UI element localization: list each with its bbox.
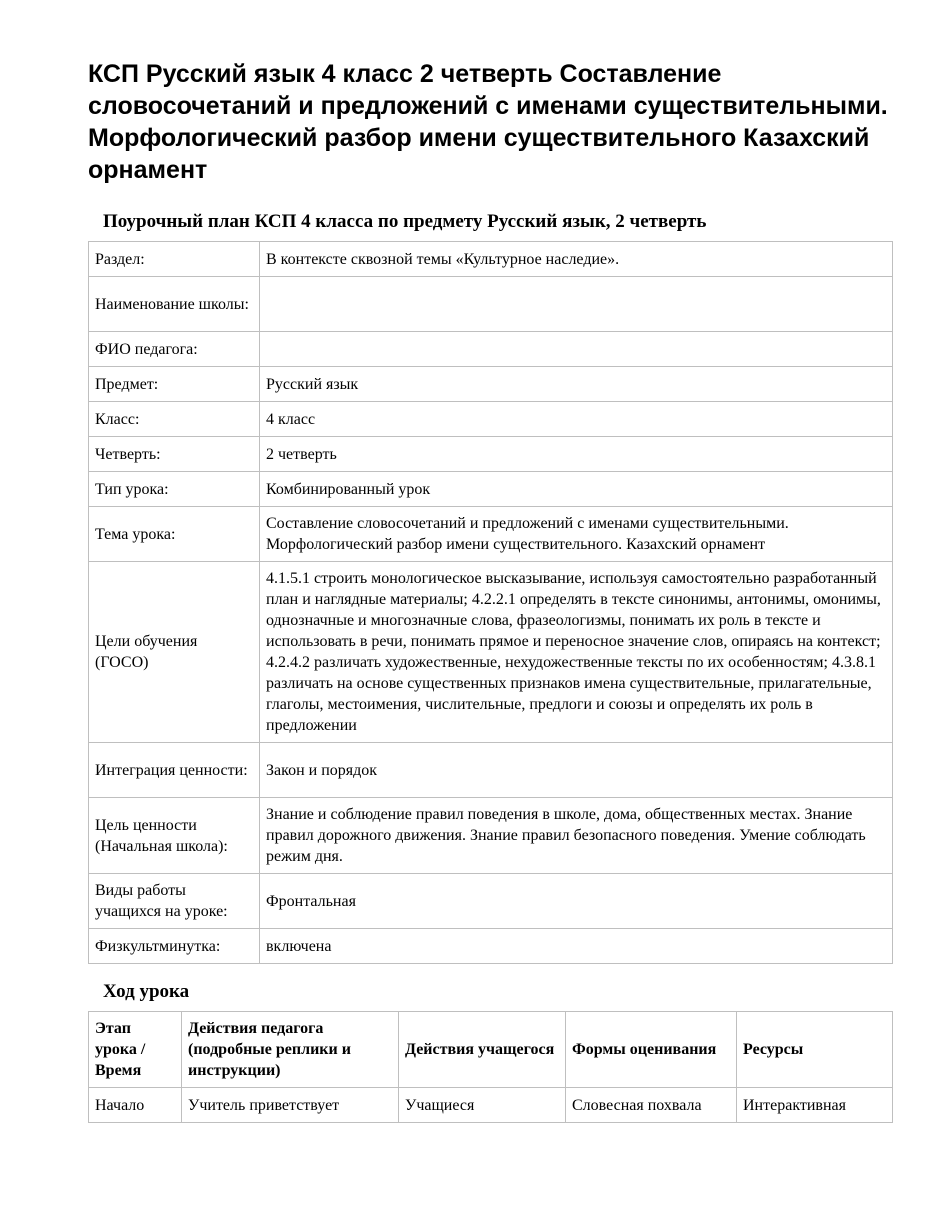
lesson-flow-table	[88, 1011, 893, 1123]
table-row	[89, 562, 893, 743]
table-row	[89, 402, 893, 437]
table-row	[89, 929, 893, 964]
info-value: 2 четверть	[260, 437, 893, 472]
info-label: Раздел:	[89, 242, 260, 277]
info-value: Русский язык	[260, 367, 893, 402]
info-label: ФИО педагога:	[89, 332, 260, 367]
info-label: Тип урока:	[89, 472, 260, 507]
info-label: Предмет:	[89, 367, 260, 402]
table-cell: Начало	[89, 1088, 182, 1123]
info-value: Составление словосочетаний и предложений с именами существительными. Морфологический разбор имени существительного. Казахский орнамент	[260, 507, 893, 562]
table-row	[89, 874, 893, 929]
column-header: Действия учащегося	[399, 1012, 566, 1088]
info-label: Цель ценности (Начальная школа):	[89, 798, 260, 874]
info-label: Тема урока:	[89, 507, 260, 562]
table-row	[89, 332, 893, 367]
table-header-row	[89, 1012, 893, 1088]
table-cell: Интерактивная	[737, 1088, 893, 1123]
info-label: Наименование школы:	[89, 277, 260, 332]
column-header: Действия педагога (подробные реплики и инструкции)	[182, 1012, 399, 1088]
lesson-info-table	[88, 241, 893, 964]
column-header: Ресурсы	[737, 1012, 893, 1088]
info-label: Четверть:	[89, 437, 260, 472]
table-row	[89, 507, 893, 562]
info-value: Закон и порядок	[260, 743, 893, 798]
document-title: КСП Русский язык 4 класс 2 четверть Составление словосочетаний и предложений с именами существительными. Морфологический разбор имени существительного Казахский орнамент	[88, 60, 888, 184]
table-cell: Учащиеся	[399, 1088, 566, 1123]
table-row	[89, 367, 893, 402]
table-row	[89, 472, 893, 507]
info-label: Цели обучения (ГОСО)	[89, 562, 260, 743]
column-header: Этап урока / Время	[89, 1012, 182, 1088]
info-value: включена	[260, 929, 893, 964]
table-row	[89, 743, 893, 798]
plan-heading: Поурочный план КСП 4 класса по предмету Русский язык, 2 четверть	[103, 211, 707, 232]
info-label: Интеграция ценности:	[89, 743, 260, 798]
info-value: В контексте сквозной темы «Культурное наследие».	[260, 242, 893, 277]
table-row	[89, 277, 893, 332]
table-row	[89, 437, 893, 472]
info-value: 4.1.5.1 строить монологическое высказывание, используя самостоятельно разработанный план и наглядные материалы; 4.2.2.1 определять в тексте синонимы, антонимы, омонимы, однозначные и многозначные слова, фразеологизмы, понимать их роль в тексте и использовать в речи, понимать прямое и переносное значение слов, опираясь на контекст; 4.2.4.2 различать художественные, нехудожественные тексты по их особенностям; 4.3.8.1 различать на основе существенных признаков имена существительные, прилагательные, глаголы, местоимения, числительные, предлоги и союзы и определять их роль в предложении	[260, 562, 893, 743]
info-label: Класс:	[89, 402, 260, 437]
table-row	[89, 242, 893, 277]
table-row	[89, 798, 893, 874]
column-header: Формы оценивания	[566, 1012, 737, 1088]
lesson-heading: Ход урока	[103, 981, 190, 1002]
table-cell: Учитель приветствует	[182, 1088, 399, 1123]
document-page	[88, 58, 893, 1123]
info-value	[260, 332, 893, 367]
table-cell: Словесная похвала	[566, 1088, 737, 1123]
info-label: Физкультминутка:	[89, 929, 260, 964]
info-value: Комбинированный урок	[260, 472, 893, 507]
info-value: 4 класс	[260, 402, 893, 437]
info-value: Фронтальная	[260, 874, 893, 929]
info-label: Виды работы учащихся на уроке:	[89, 874, 260, 929]
table-row	[89, 1088, 893, 1123]
info-value: Знание и соблюдение правил поведения в школе, дома, общественных местах. Знание правил дорожного движения. Знание правил безопасного поведения. Умение соблюдать режим дня.	[260, 798, 893, 874]
info-value	[260, 277, 893, 332]
